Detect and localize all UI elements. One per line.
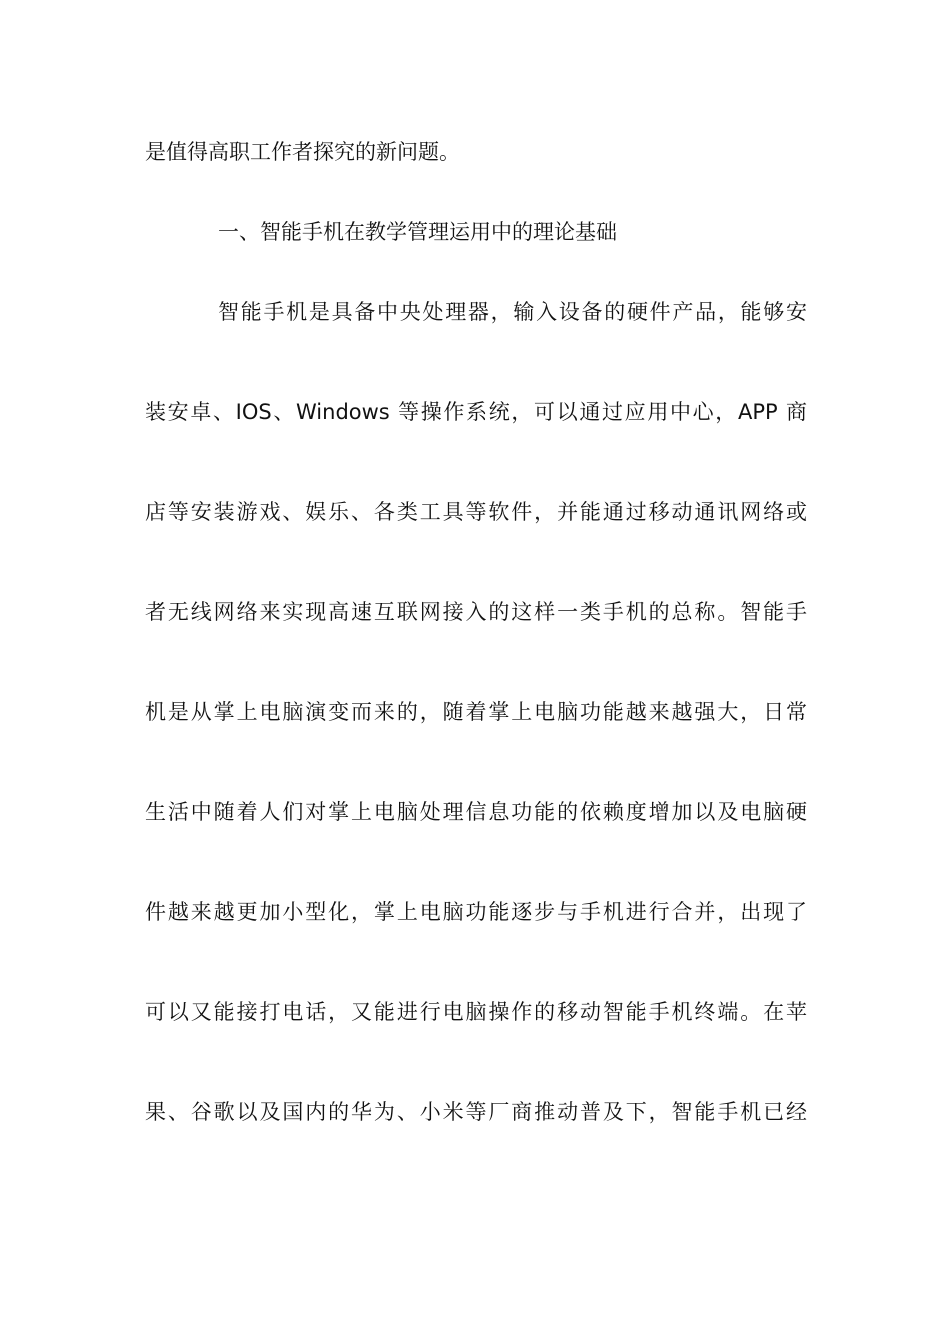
paragraph-line-2: 装安卓、IOS、Windows 等操作系统，可以通过应用中心，APP 商 — [145, 400, 807, 424]
section-heading: 一、智能手机在教学管理运用中的理论基础 — [218, 220, 617, 244]
paragraph-line-6: 生活中随着人们对掌上电脑处理信息功能的依赖度增加以及电脑硬 — [145, 800, 807, 824]
paragraph-line-1: 智能手机是具备中央处理器，输入设备的硬件产品，能够安 — [218, 300, 807, 324]
paragraph-line-8: 可以又能接打电话，又能进行电脑操作的移动智能手机终端。在苹 — [145, 1000, 807, 1024]
paragraph-line-9: 果、谷歌以及国内的华为、小米等厂商推动普及下，智能手机已经 — [145, 1100, 807, 1124]
paragraph-ending-line: 是值得高职工作者探究的新问题。 — [145, 140, 460, 164]
paragraph-line-4: 者无线网络来实现高速互联网接入的这样一类手机的总称。智能手 — [145, 600, 807, 624]
paragraph-line-3: 店等安装游戏、娱乐、各类工具等软件，并能通过移动通讯网络或 — [145, 500, 807, 524]
paragraph-line-7: 件越来越更加小型化，掌上电脑功能逐步与手机进行合并，出现了 — [145, 900, 807, 924]
paragraph-line-5: 机是从掌上电脑演变而来的，随着掌上电脑功能越来越强大，日常 — [145, 700, 807, 724]
